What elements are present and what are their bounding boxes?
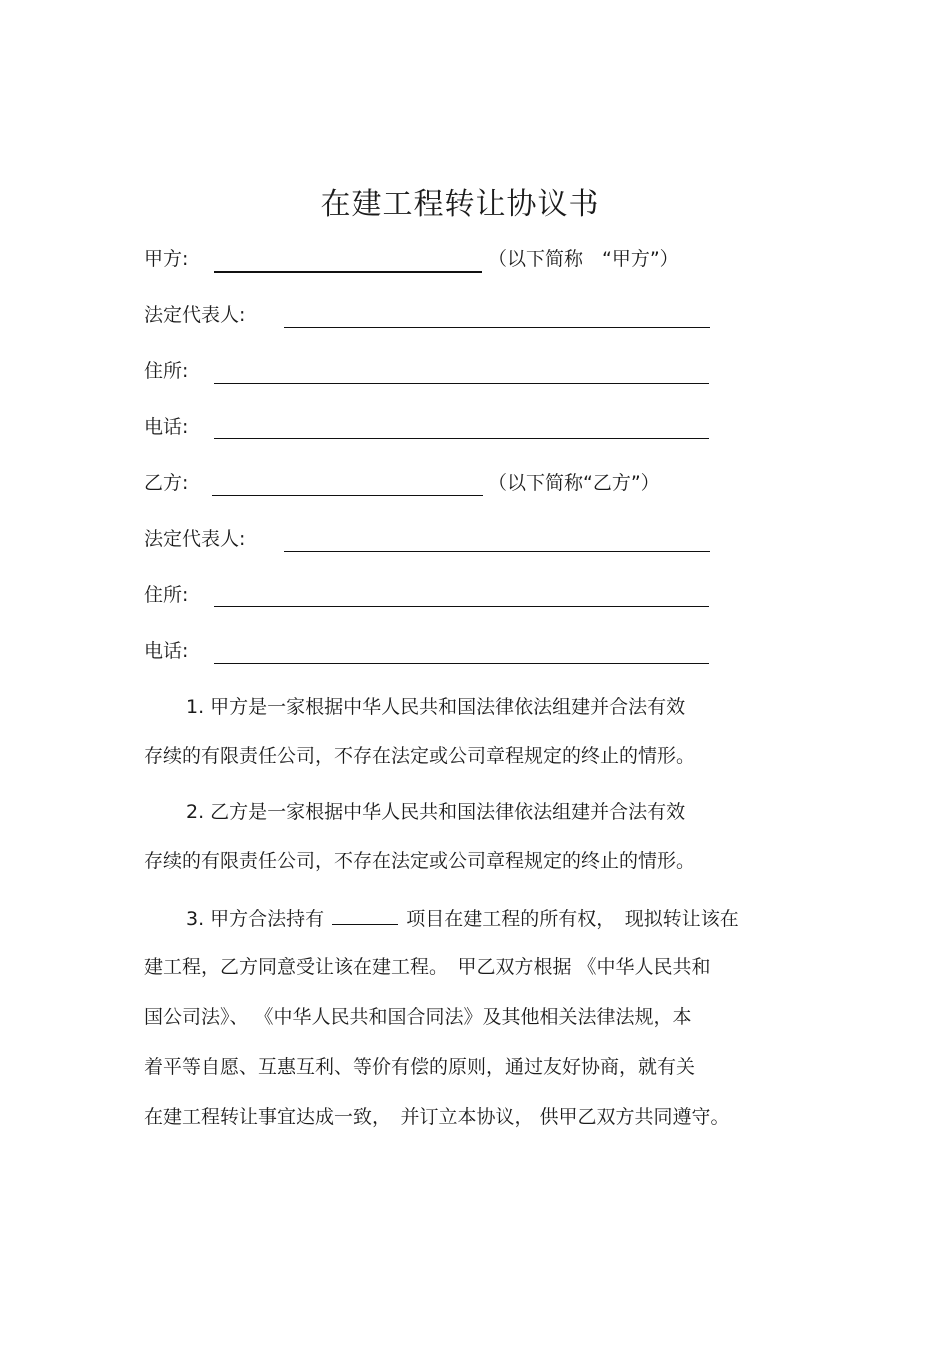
document-title: 在建工程转让协议书 xyxy=(320,187,600,222)
party-b-label: 乙方: xyxy=(144,472,189,494)
clause-3-line-4: 着平等自愿、互惠互利、等价有偿的原则，通过友好协商，就有关 xyxy=(144,1056,696,1078)
clause-3-line-3: 国公司法》、 《中华人民共和国合同法》及其他相关法律法规，本 xyxy=(144,1006,692,1028)
party-a-label: 甲方: xyxy=(144,248,189,270)
party-a-phone-field[interactable] xyxy=(214,412,709,439)
project-name-blank[interactable] xyxy=(332,902,398,925)
party-a-row xyxy=(144,244,744,274)
party-b-phone-label: 电话: xyxy=(144,640,189,662)
party-b-rep-label: 法定代表人: xyxy=(144,528,246,550)
party-b-rep-field[interactable] xyxy=(284,524,710,552)
clause-2-line-1: 2. 乙方是一家根据中华人民共和国法律依法组建并合法有效 xyxy=(186,801,686,823)
party-b-address-field[interactable] xyxy=(214,580,709,607)
party-b-phone-row xyxy=(144,636,744,666)
clause-3-line-5: 在建工程转让事宜达成一致， 并订立本协议， 供甲乙双方共同遵守。 xyxy=(144,1106,730,1128)
party-b-alias: （以下简称“乙方”） xyxy=(488,472,660,494)
party-b-address-row xyxy=(144,580,744,610)
clause-2-line-2: 存续的有限责任公司，不存在法定或公司章程规定的终止的情形。 xyxy=(144,850,696,872)
party-a-address-row xyxy=(144,356,744,386)
party-a-alias: （以下简称 “甲方”） xyxy=(488,248,679,270)
party-a-name-field[interactable] xyxy=(214,244,482,273)
party-b-row xyxy=(144,468,744,498)
clause-3-line-2: 建工程，乙方同意受让该在建工程。 甲乙双方根据 《中华人民共和 xyxy=(144,956,711,978)
party-a-phone-row xyxy=(144,412,744,442)
party-b-name-field[interactable] xyxy=(212,468,483,496)
party-b-rep-row xyxy=(144,524,744,554)
party-b-address-label: 住所: xyxy=(144,584,189,606)
clause-1-line-1: 1. 甲方是一家根据中华人民共和国法律依法组建并合法有效 xyxy=(186,696,686,718)
clause-3-line-1-end: 项目在建工程的所有权， 现拟转让该在 xyxy=(406,908,739,930)
party-a-rep-row xyxy=(144,300,744,330)
clause-3-line-1 xyxy=(186,902,739,934)
party-b-phone-field[interactable] xyxy=(214,636,709,664)
clause-1-line-2: 存续的有限责任公司，不存在法定或公司章程规定的终止的情形。 xyxy=(144,745,696,767)
party-a-rep-field[interactable] xyxy=(284,300,710,328)
party-a-phone-label: 电话: xyxy=(144,416,189,438)
party-a-address-field[interactable] xyxy=(214,356,709,384)
party-a-address-label: 住所: xyxy=(144,360,189,382)
clause-3-line-1-start: 3. 甲方合法持有 xyxy=(186,908,325,930)
party-a-rep-label: 法定代表人: xyxy=(144,304,246,326)
